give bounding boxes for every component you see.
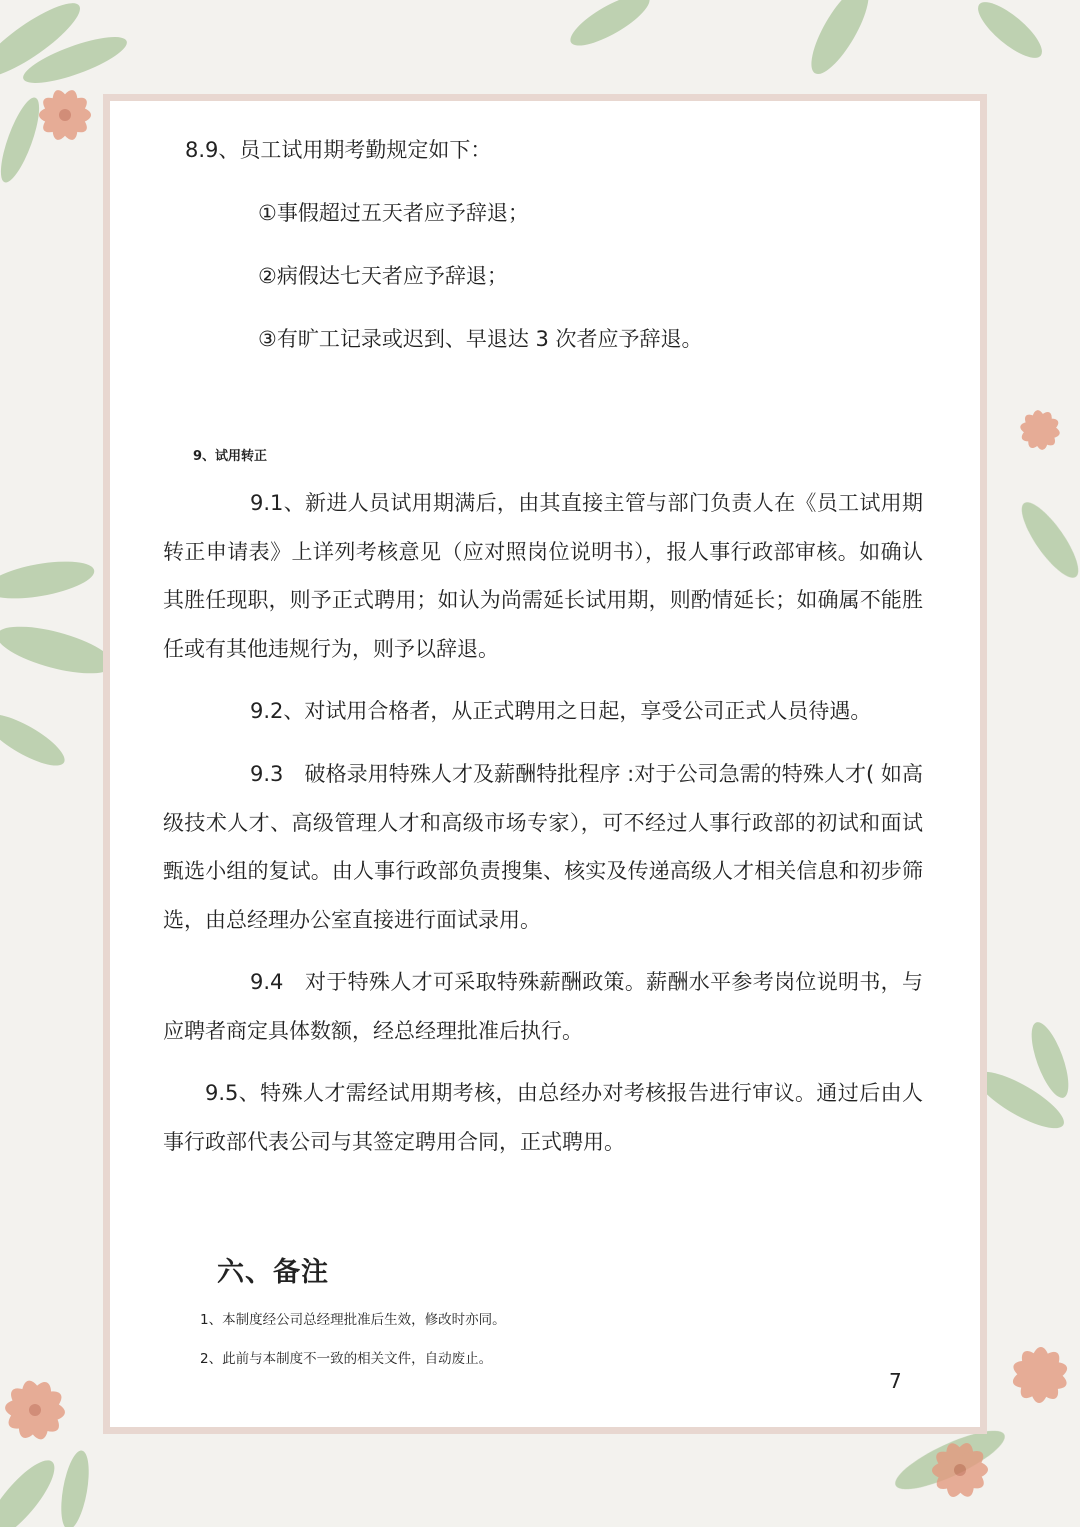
remark-item: 1、本制度经公司总经理批准后生效，修改时亦同。 (200, 1312, 506, 1328)
leaf-icon (0, 555, 97, 606)
leaf-icon (1024, 1018, 1076, 1102)
remarks-heading: 六、备注 (217, 1257, 329, 1288)
leaf-icon (801, 0, 879, 81)
flower-icon (3, 1378, 67, 1443)
flower-icon (1019, 409, 1062, 452)
paragraph-9-1: 9.1、新进人员试用期满后，由其直接主管与部门负责人在《员工试用期转正申请表》上详列考核意见（应对照岗位说明书），报人事行政部审核。如确认其胜任现职，则予正式聘用；如认为尚需延长试用期，则酌情延长；如确属不能胜任或有其他违规行为，则予以辞退。 (163, 491, 923, 661)
leaf-icon (56, 1449, 94, 1527)
flower-icon (38, 87, 92, 143)
paragraph-9-2: 9.2、对试用合格者，从正式聘用之日起，享受公司正式人员待遇。 (250, 699, 872, 723)
leaf-icon (0, 94, 47, 187)
section-8-9-title: 8.9、员工试用期考勤规定如下： (185, 138, 492, 162)
section-9-heading: 9、试用转正 (193, 449, 268, 464)
leaf-icon (564, 0, 656, 55)
leaf-icon (1013, 495, 1080, 585)
leaf-icon (0, 1451, 64, 1527)
list-item: ②病假达七天者应予辞退； (258, 264, 508, 288)
list-item: ①事假超过五天者应予辞退； (258, 201, 529, 225)
paragraph-9-5: 9.5、特殊人才需经试用期考核，由总经办对考核报告进行审议。通过后由人事行政部代表公司与其签定聘用合同，正式聘用。 (163, 1081, 923, 1154)
page-number: 7 (889, 1369, 902, 1393)
list-item: ③有旷工记录或迟到、早退达 3 次者应予辞退。 (258, 327, 703, 351)
leaf-icon (0, 617, 118, 683)
flower-icon (1010, 1346, 1070, 1405)
remark-item: 2、此前与本制度不一致的相关文件，自动废止。 (200, 1351, 493, 1367)
leaf-icon (970, 0, 1049, 66)
paragraph-9-3: 9.3 破格录用特殊人才及薪酬特批程序 :对于公司急需的特殊人才( 如高级技术人才、高级管理人才和高级市场专家），可不经过人事行政部的初试和面试甄选小组的复试。由人事行政部负责搜集、核实及传递高级人才相关信息和初步筛选，由总经理办公室直接进行面试录用。 (163, 762, 923, 932)
paragraph-9-4: 9.4 对于特殊人才可采取特殊薪酬政策。薪酬水平参考岗位说明书，与应聘者商定具体数额，经总经理批准后执行。 (163, 970, 923, 1043)
leaf-icon (0, 705, 71, 774)
